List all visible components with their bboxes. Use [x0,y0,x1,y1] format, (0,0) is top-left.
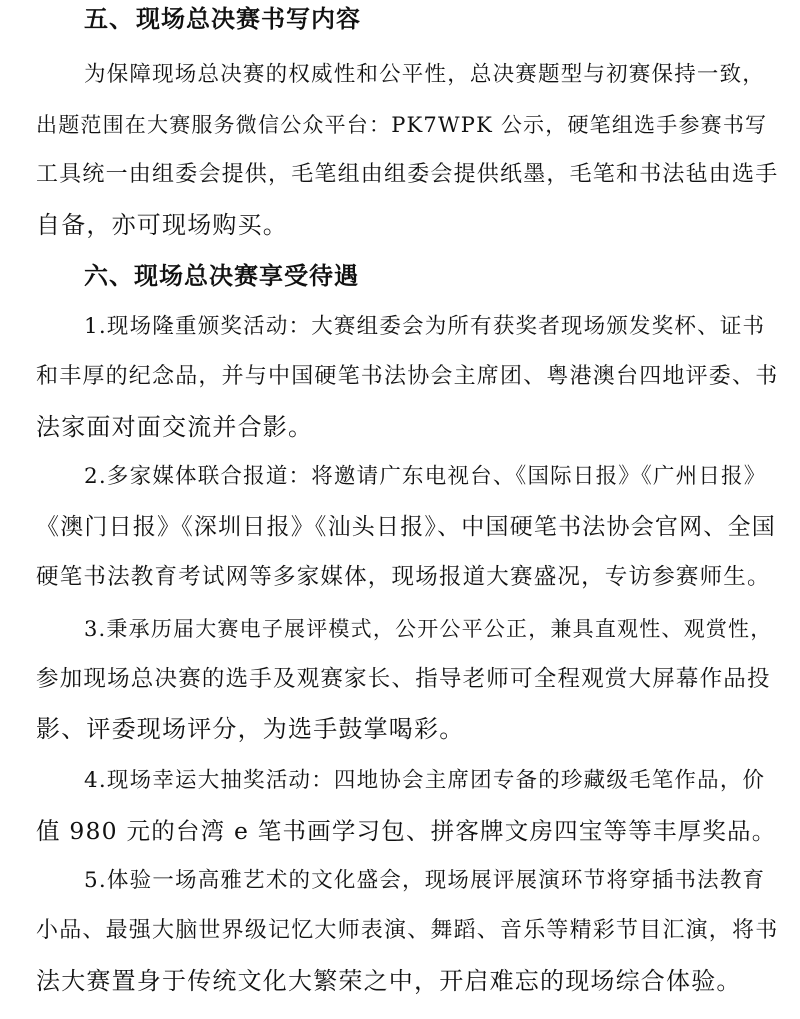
item-4-line-2: 值 980 元的台湾 e 笔书画学习包、拼客牌文房四宝等等丰厚奖品。 [36,817,777,845]
section-5-line-2: 出题范围在大赛服务微信公众平台：PK7WPK 公示，硬笔组选手参赛书写 [36,113,768,137]
item-2-line-3: 硬笔书法教育考试网等多家媒体，现场报道大赛盛况，专访参赛师生。 [36,564,771,590]
item-1-line-2: 和丰厚的纪念品，并与中国硬笔书法协会主席团、粤港澳台四地评委、书 [36,364,779,389]
item-1-line-1: 1.现场隆重颁奖活动：大赛组委会为所有获奖者现场颁发奖杯、证书 [84,314,766,339]
item-5-line-1: 5.体验一场高雅艺术的文化盛会，现场展评展演环节将穿插书法教育 [84,868,766,893]
item-5-line-2: 小品、最强大脑世界级记忆大师表演、舞蹈、音乐等精彩节目汇演，将书 [36,918,779,943]
item-2-line-2: 《澳门日报》《深圳日报》《汕头日报》、中国硬笔书法协会官网、全国 [36,514,776,540]
section-5-line-4: 自备，亦可现场购买。 [36,211,288,239]
item-4-line-1: 4.现场幸运大抽奖活动：四地协会主席团专备的珍藏级毛笔作品，价 [84,768,766,793]
section-5-number: 五、 [84,4,134,33]
section-5-line-1: 为保障现场总决赛的权威性和公平性，总决赛题型与初赛保持一致， [84,62,766,87]
item-1-line-3: 法家面对面交流并合影。 [36,413,314,441]
item-3-line-2: 参加现场总决赛的选手及观赛家长、指导老师可全程观赏大屏幕作品投 [36,666,771,692]
item-2-line-1: 2.多家媒体联合报道：将邀请广东电视台、《国际日报》《广州日报》 [84,464,767,489]
section-5-title: 现场总决赛书写内容 [136,4,361,33]
item-3-line-1: 3.秉承历届大赛电子展评模式，公开公平公正，兼具直观性、观赏性， [84,617,773,641]
item-5-line-3: 法大赛置身于传统文化大繁荣之中，开启难忘的现场综合体验。 [36,967,742,995]
item-3-line-3: 影、评委现场评分，为选手鼓掌喝彩。 [36,715,465,743]
section-6-heading: 六、现场总决赛享受待遇 [84,261,359,290]
section-5-heading [84,4,361,34]
section-5-line-3: 工具统一由组委会提供，毛笔组由组委会提供纸墨，毛笔和书法毡由选手 [36,162,779,187]
